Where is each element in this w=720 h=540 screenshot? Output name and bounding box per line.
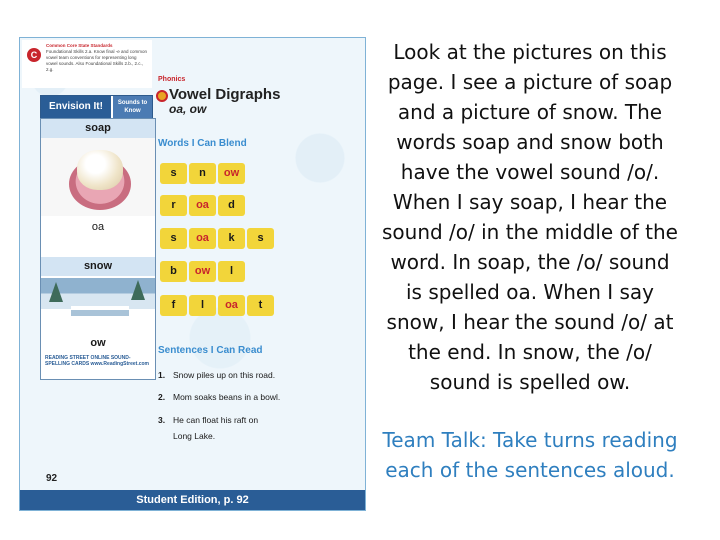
snowy-table-shape — [71, 306, 129, 316]
sentence-3-continued: Long Lake. — [173, 431, 216, 441]
tree-shape — [49, 282, 63, 302]
picture-word-soap: soap — [41, 119, 155, 138]
blend-tile: s — [247, 228, 274, 249]
blend-tile: oa — [218, 295, 245, 316]
lesson-title: Vowel Digraphs — [169, 86, 281, 103]
envision-label: Envision It! — [41, 96, 111, 118]
blend-tile: f — [160, 295, 187, 316]
page-number: 92 — [46, 473, 58, 484]
envision-banner — [40, 95, 153, 119]
blend-tile: s — [160, 228, 187, 249]
blend-tile: b — [160, 261, 187, 282]
blend-tile: k — [218, 228, 245, 249]
blend-tile: d — [218, 195, 245, 216]
standards-box — [22, 40, 152, 88]
blend-tile: oa — [189, 228, 216, 249]
spelling-ow: ow — [90, 337, 106, 349]
soap-picture — [41, 138, 155, 216]
blend-tile: l — [189, 295, 216, 316]
sentences-heading: Sentences I Can Read — [158, 345, 263, 356]
soap-bar-shape — [77, 150, 123, 190]
phonics-label: Phonics — [158, 76, 186, 83]
standards-icon: C — [27, 48, 41, 62]
blend-tile: t — [247, 295, 274, 316]
standards-text: Foundational Skills 2.a. Know final -e and common vowel team conventions for representing long vowel sounds. Also Foundational Skills 2.b., 2.c., 2.g. — [46, 49, 148, 72]
sound-spelling-column — [40, 118, 156, 380]
sentence-1: 1. Snow piles up on this road. — [158, 370, 276, 380]
lesson-subtitle: oa, ow — [169, 102, 207, 116]
words-heading: Words I Can Blend — [158, 138, 247, 149]
phonics-icon — [156, 90, 168, 102]
tree-shape — [131, 280, 145, 300]
blend-tile: n — [189, 163, 216, 184]
team-talk-prompt: Team Talk: Take turns reading each of the sentences aloud. — [382, 428, 678, 482]
blend-tile: ow — [218, 163, 245, 184]
blend-tile: oa — [189, 195, 216, 216]
teacher-instructions: Look at the pictures on this page. I see a picture of soap and a picture of snow. The words soap and snow both have the vowel sound /o/. When I say soap, I hear the sound /o/ in the middle of the word. In soap, the /o/ sound is spelled oa. When I say snow, I hear the sound /o/ at the end. In snow, the /o/ sound is spelled ow. — [381, 40, 678, 394]
textbook-page — [19, 37, 366, 511]
blend-tile: ow — [189, 261, 216, 282]
blend-tile: l — [218, 261, 245, 282]
student-edition-footer: Student Edition, p. 92 — [20, 490, 365, 510]
picture-word-snow: snow — [41, 257, 155, 276]
standards-title: Common Core State Standards — [46, 43, 113, 48]
reading-street-note: READING STREET ONLINE SOUND-SPELLING CARDS www.ReadingStreet.com — [45, 355, 149, 367]
sentence-3: 3. He can float his raft on — [158, 415, 259, 425]
blend-tile: r — [160, 195, 187, 216]
blend-tile: s — [160, 163, 187, 184]
snow-picture — [41, 278, 155, 330]
sounds-label: Sounds to Know — [113, 96, 152, 118]
spelling-oa: oa — [91, 221, 105, 233]
sentence-2: 2. Mom soaks beans in a bowl. — [158, 392, 281, 402]
